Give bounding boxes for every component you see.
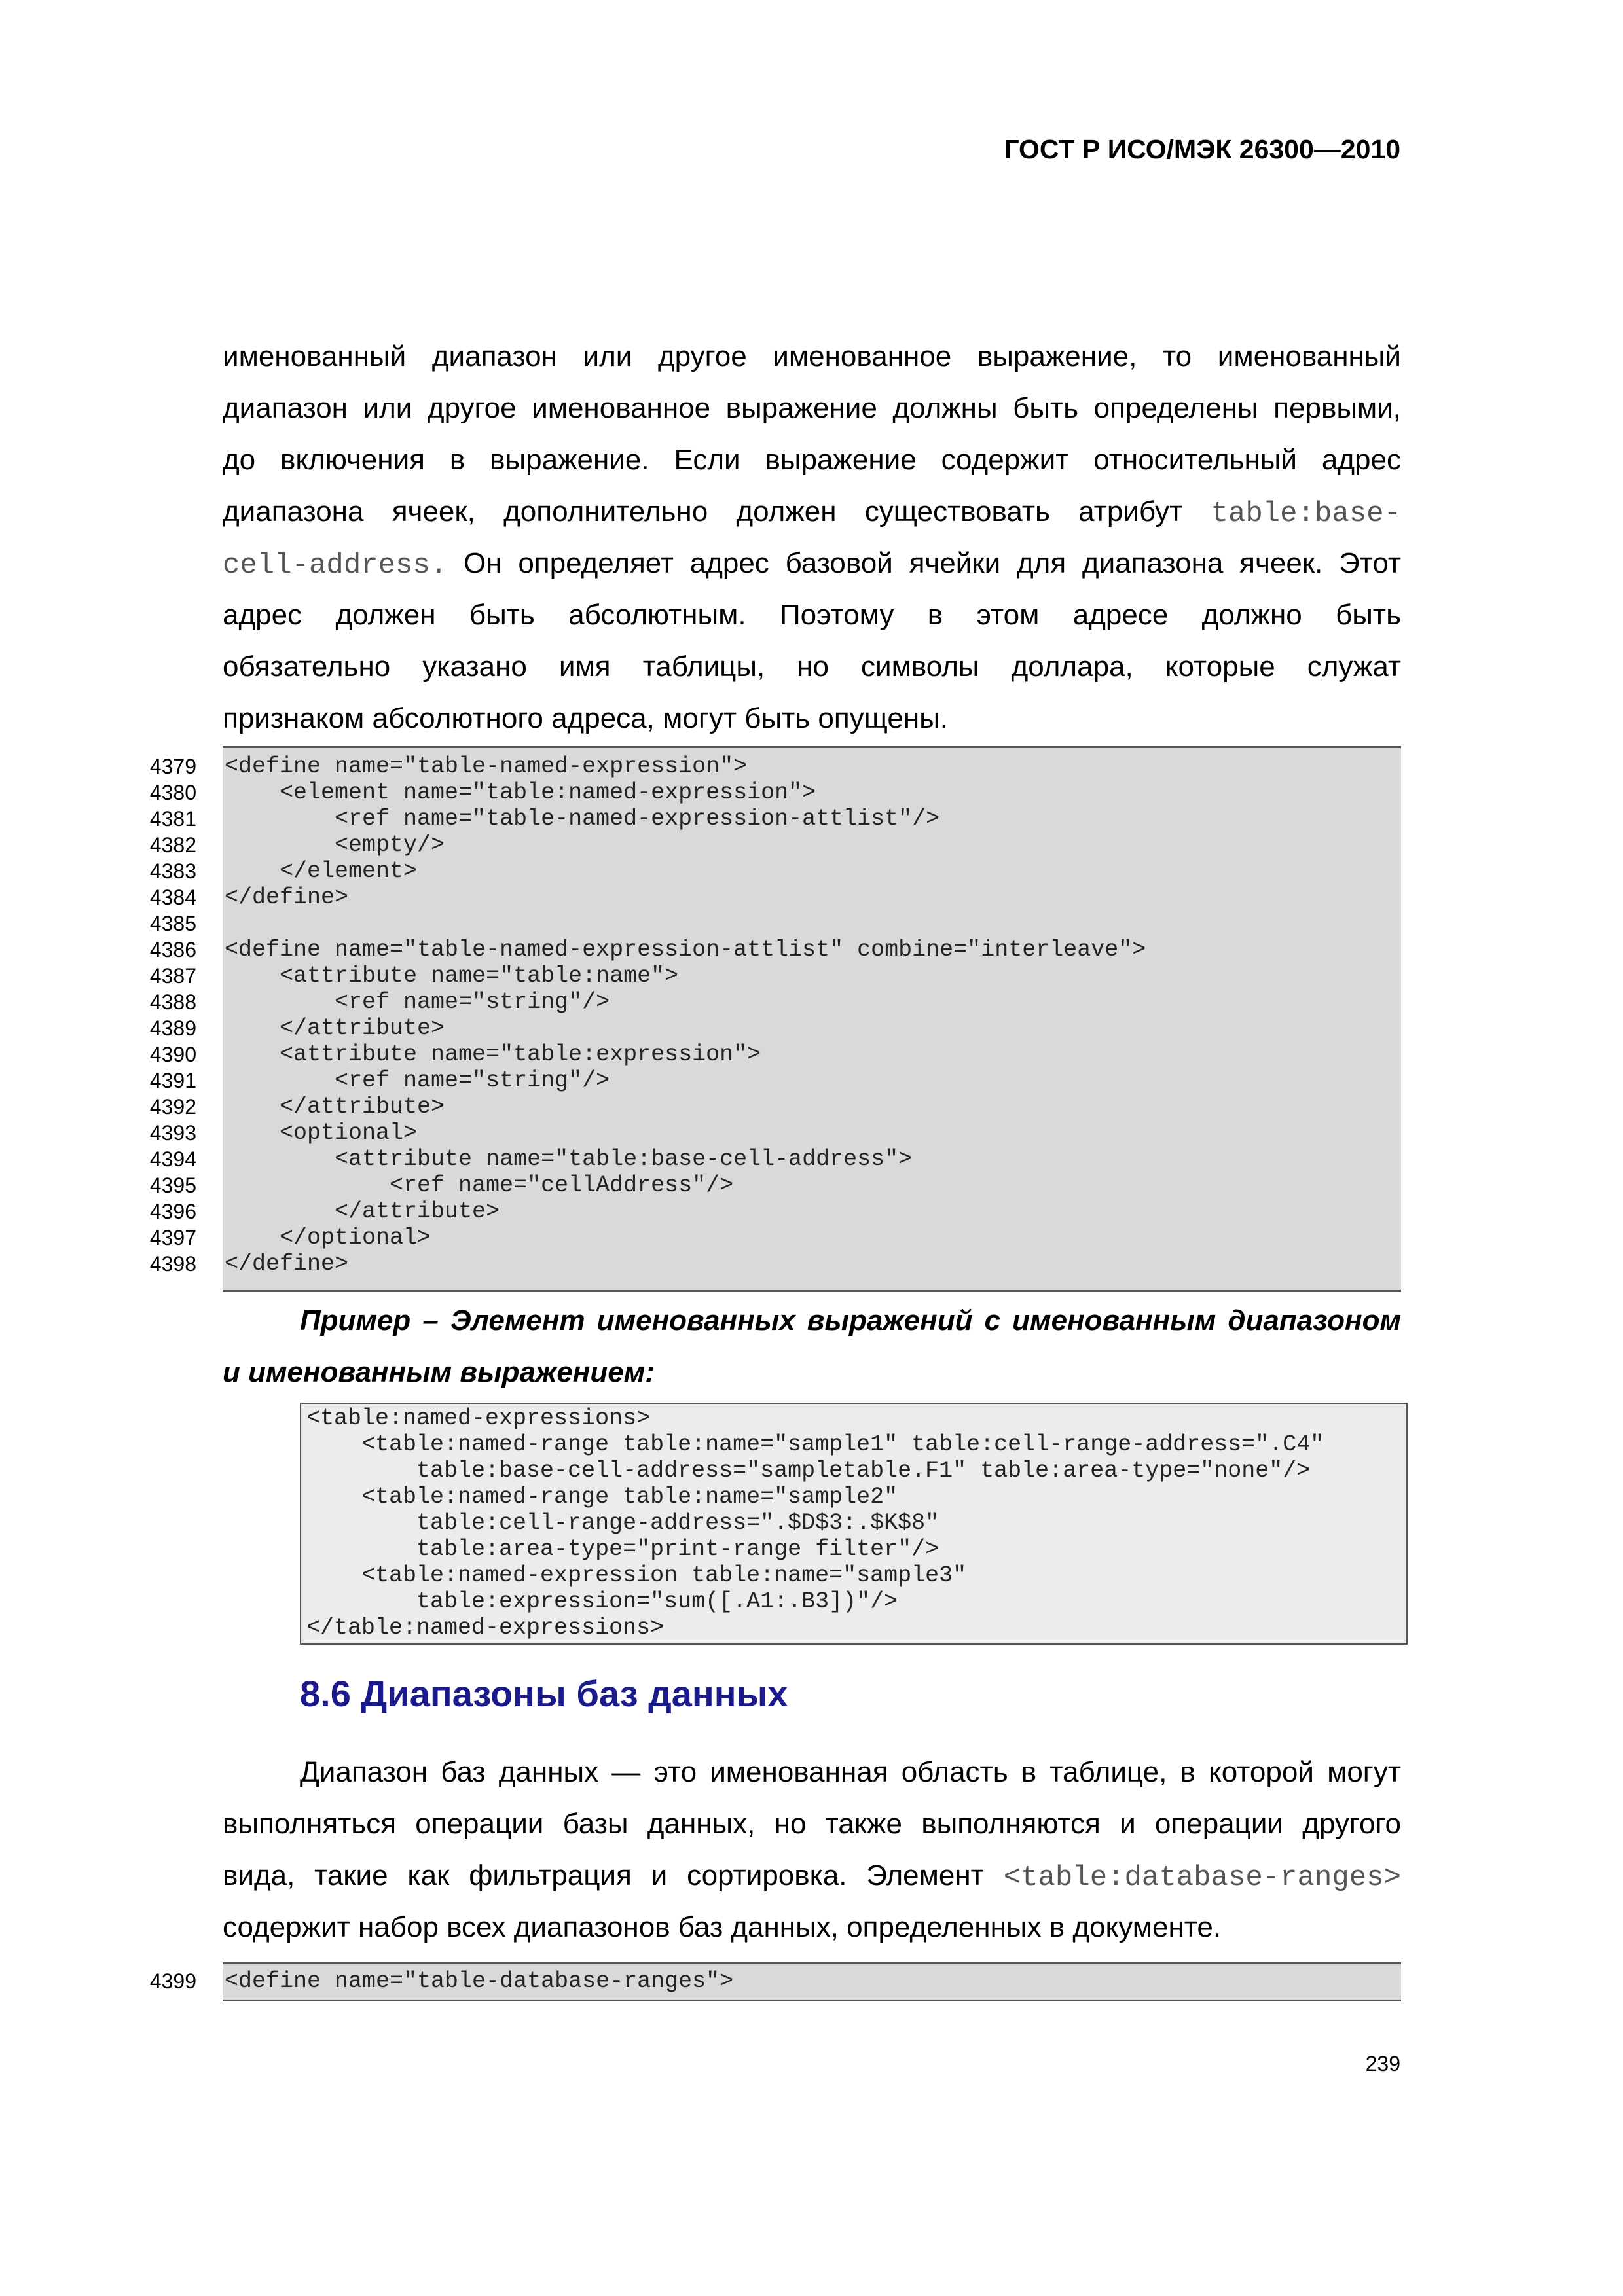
code-text: </attribute>: [225, 1015, 445, 1041]
line-number: 4394: [149, 1147, 196, 1171]
code-text: <define name="table-named-expression-attlist" combine="interleave">: [225, 937, 1146, 963]
code-line: [149, 806, 1401, 832]
line-number: 4391: [149, 1069, 196, 1092]
paragraph-line: диапазон или другое именованное выражение должны быть определены первыми,: [223, 392, 1401, 424]
paragraph-line: [223, 1850, 1401, 1901]
example-title-line: Пример – Элемент именованных выражений с именованным диапазоном: [300, 1304, 1401, 1336]
code-line: [149, 910, 1401, 937]
code-line: [149, 1094, 1401, 1120]
code-line: table:base-cell-address="sampletable.F1" table:area-type="none"/>: [306, 1458, 1311, 1484]
line-number: 4386: [149, 938, 196, 961]
code-line: [149, 1067, 1401, 1094]
document-header: ГОСТ Р ИСО/МЭК 26300—2010: [1004, 134, 1400, 164]
code-line: [149, 884, 1401, 910]
line-number: 4383: [149, 859, 196, 883]
paragraph-text: вида, такие как фильтрация и сортировка. Элемент: [223, 1859, 984, 1892]
paragraph-line: [223, 537, 1401, 589]
paragraph-text: диапазона ячеек, дополнительно должен существовать атрибут: [223, 495, 1183, 528]
code-line: [149, 1015, 1401, 1041]
paragraph-text: Он определяет адрес базовой ячейки для диапазона ячеек. Этот: [464, 547, 1402, 579]
line-number: 4398: [149, 1252, 196, 1276]
line-number: 4393: [149, 1121, 196, 1145]
line-number: 4385: [149, 912, 196, 935]
line-number: 4381: [149, 807, 196, 831]
line-number: 4382: [149, 833, 196, 857]
code-line: [149, 858, 1401, 884]
line-number: 4392: [149, 1095, 196, 1119]
code-line: [149, 1120, 1401, 1146]
line-number: 4388: [149, 990, 196, 1014]
code-line: [149, 1225, 1401, 1251]
paragraph-line: именованный диапазон или другое именованное выражение, то именованный: [223, 340, 1401, 372]
line-number: 4389: [149, 1016, 196, 1040]
code-text: <ref name="table-named-expression-attlist"/>: [225, 806, 940, 832]
code-line: <table:named-expressions>: [306, 1405, 651, 1431]
schema-code-block: [149, 1962, 1401, 2001]
code-term: <table:database-ranges>: [1003, 1861, 1401, 1894]
code-text: </element>: [225, 858, 418, 884]
example-code-box: [300, 1403, 1408, 1645]
line-number: 4396: [149, 1200, 196, 1223]
code-text: <ref name="string"/>: [225, 989, 610, 1015]
code-line: table:cell-range-address=".$D$3:.$K$8": [306, 1510, 939, 1536]
code-text: <optional>: [225, 1120, 418, 1146]
schema-code-block: [149, 746, 1401, 1292]
paragraph-line: Диапазон баз данных — это именованная область в таблице, в которой могут: [300, 1756, 1401, 1788]
intro-paragraph: [223, 331, 1401, 744]
code-line: [149, 1041, 1401, 1067]
code-text: <ref name="cellAddress"/>: [225, 1172, 734, 1198]
page-number: 239: [1365, 2052, 1400, 2075]
line-number: 4387: [149, 964, 196, 988]
paragraph-line: содержит набор всех диапазонов баз данных, определенных в документе.: [223, 1911, 1222, 1943]
paragraph-line: обязательно указано имя таблицы, но символы доллара, которые служат: [223, 651, 1401, 683]
code-text: </attribute>: [225, 1094, 445, 1120]
example-title: [223, 1295, 1401, 1398]
code-line: [149, 1172, 1401, 1198]
paragraph-line: до включения в выражение. Если выражение содержит относительный адрес: [223, 444, 1401, 476]
section-title: 8.6 Диапазоны баз данных: [300, 1673, 788, 1714]
example-title-line: и именованным выражением:: [223, 1356, 655, 1388]
code-line: [149, 1146, 1401, 1172]
line-number: 4397: [149, 1226, 196, 1249]
code-line: [149, 963, 1401, 989]
code-line: <table:named-expression table:name="sample3": [306, 1562, 967, 1588]
line-number: 4380: [149, 781, 196, 804]
code-text: <element name="table:named-expression">: [225, 780, 816, 806]
code-line: [149, 937, 1401, 963]
code-text: <define name="table-named-expression">: [225, 753, 748, 780]
code-line: table:expression="sum([.A1:.B3])"/>: [306, 1588, 898, 1615]
line-number: 4395: [149, 1174, 196, 1197]
code-term: cell-address.: [223, 549, 448, 582]
code-text: </define>: [225, 884, 349, 910]
code-line: table:area-type="print-range filter"/>: [306, 1536, 939, 1562]
code-line: [149, 832, 1401, 858]
line-number: 4379: [149, 755, 196, 778]
code-line: [149, 1198, 1401, 1225]
code-line: <table:named-range table:name="sample1" table:cell-range-address=".C4": [306, 1431, 1324, 1458]
code-line: </table:named-expressions>: [306, 1615, 665, 1641]
code-line: [149, 753, 1401, 780]
code-text: <attribute name="table:expression">: [225, 1041, 761, 1067]
code-text: <define name="table-database-ranges">: [225, 1968, 734, 1994]
code-text: [223, 910, 225, 937]
paragraph-line: признаком абсолютного адреса, могут быть опущены.: [223, 702, 948, 734]
code-line: [149, 1251, 1401, 1277]
code-text: <attribute name="table:base-cell-address">: [225, 1146, 913, 1172]
code-text: </define>: [225, 1251, 349, 1277]
code-text: </optional>: [225, 1225, 431, 1251]
code-line: [149, 1968, 1401, 1994]
paragraph-line: адрес должен быть абсолютным. Поэтому в этом адресе должно быть: [223, 599, 1401, 631]
code-text: <empty/>: [225, 832, 445, 858]
code-text: <ref name="string"/>: [225, 1067, 610, 1094]
code-line: [149, 989, 1401, 1015]
line-number: 4390: [149, 1043, 196, 1066]
code-line: [149, 780, 1401, 806]
code-line: <table:named-range table:name="sample2": [306, 1484, 898, 1510]
section-paragraph: [223, 1746, 1401, 1953]
code-text: <attribute name="table:name">: [225, 963, 679, 989]
code-term: table:base-: [1211, 497, 1401, 530]
paragraph-line: выполняться операции базы данных, но также выполняются и операции другого: [223, 1808, 1401, 1840]
code-text: </attribute>: [225, 1198, 500, 1225]
line-number: 4399: [149, 1969, 196, 1993]
paragraph-line: [223, 486, 1401, 537]
line-number: 4384: [149, 886, 196, 909]
